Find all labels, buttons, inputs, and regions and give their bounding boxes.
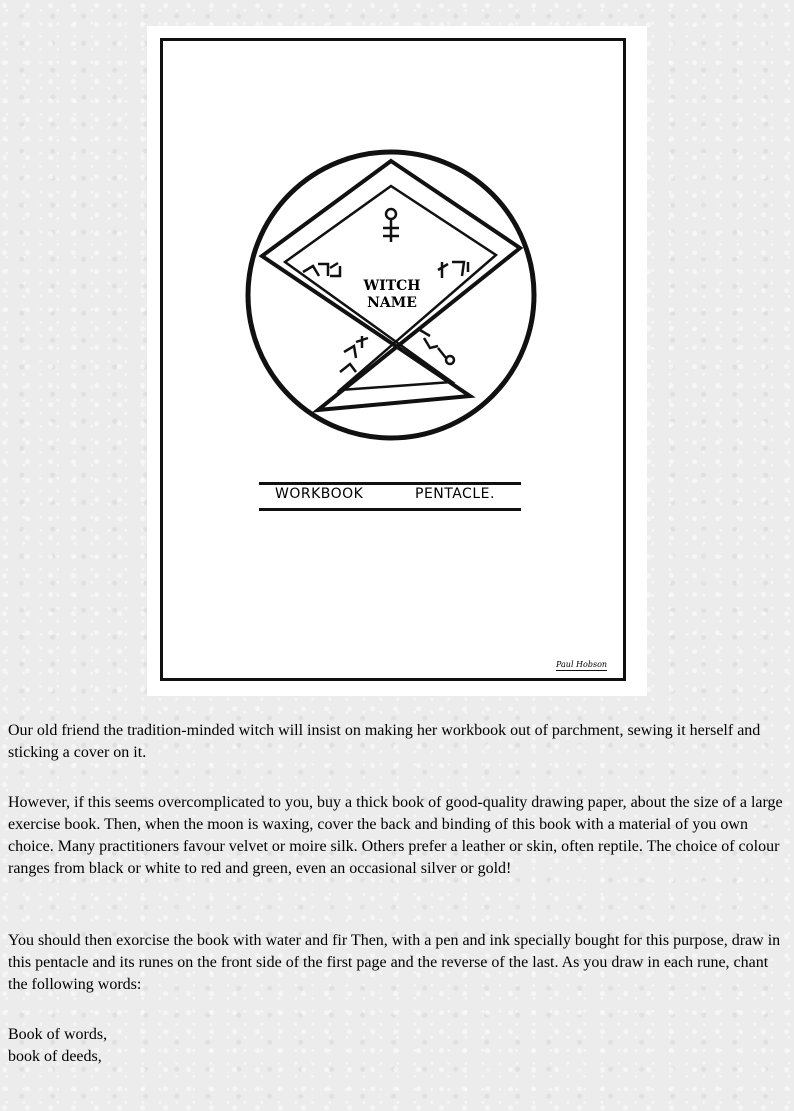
caption-right: PENTACLE. <box>415 486 495 502</box>
caption <box>259 486 521 508</box>
rune-right-icon <box>438 262 468 278</box>
rune-left-icon <box>303 263 340 276</box>
paragraph-2: However, if this seems overcomplicated to you, buy a thick book of good-quality drawing paper, about the size of a large exercise book. Then, when the moon is waxing, cover the back and binding of this book with a material of you own choice. Many practitioners favour velvet or moire silk. Others prefer a leather or skin, often reptile. The choice of colour ranges from black or white to red and green, even an occasional silver or gold! <box>8 794 783 877</box>
witch-name-line1: WITCH <box>363 278 421 294</box>
rune-lower-right-icon <box>420 330 454 364</box>
caption-left: WORKBOOK <box>275 486 364 502</box>
artist-signature: Paul Hobson <box>556 660 608 669</box>
paragraph-3: You should then exorcise the book with water and fir Then, with a pen and ink specially bought for this purpose, draw in this pentacle and its runes on the front side of the first page and the reverse of the last. As you draw in each rune, chant the following words: <box>8 932 781 993</box>
witch-name-line2: NAME <box>367 295 417 311</box>
rune-lower-left-icon <box>340 336 368 372</box>
chant <box>8 1024 788 1068</box>
chant-line-1: Book of words, <box>8 1026 108 1043</box>
paragraph-1: Our old friend the tradition-minded witch will insist on making her workbook out of parchment, sewing it herself and sticking a cover on it. <box>8 722 761 761</box>
rune-top-icon <box>383 209 399 242</box>
caption-rule-bottom <box>259 508 521 511</box>
chant-line-2: book of deeds, <box>8 1048 102 1065</box>
caption-rule-top <box>259 482 521 485</box>
